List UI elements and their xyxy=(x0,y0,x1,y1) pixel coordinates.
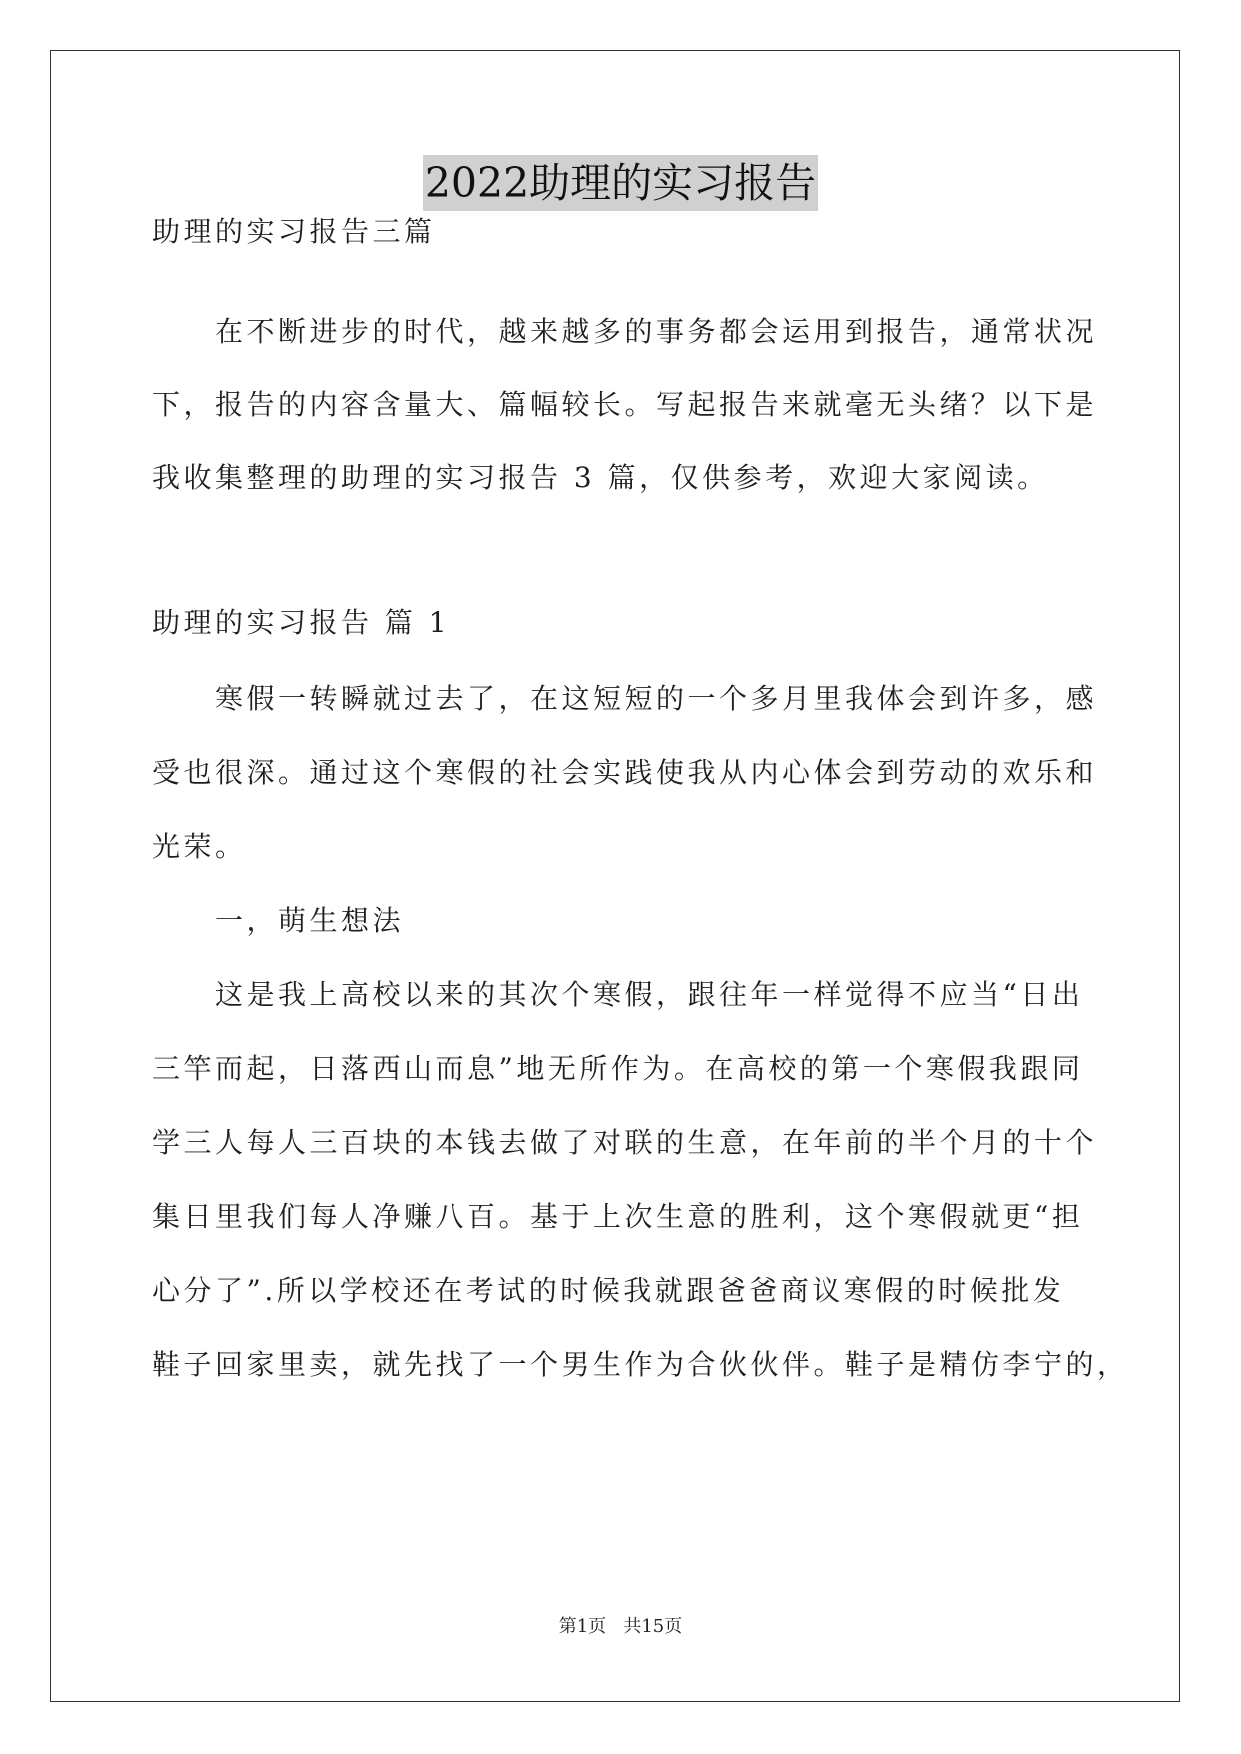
page-border xyxy=(50,50,1180,1702)
intro-line: 我收集整理的助理的实习报告 3 篇，仅供参考，欢迎大家阅读。 xyxy=(152,461,1049,494)
document-subtitle: 助理的实习报告三篇 xyxy=(152,215,436,248)
subheading: 一，萌生想法 xyxy=(215,904,405,937)
paragraph-line: 三竿而起，日落西山而息”地无所作为。在高校的第一个寒假我跟同 xyxy=(152,1052,1084,1085)
paragraph-line: 心分了”.所以学校还在考试的时候我就跟爸爸商议寒假的时候批发 xyxy=(152,1274,1065,1307)
paragraph-line: 这是我上高校以来的其次个寒假，跟往年一样觉得不应当“日出 xyxy=(215,978,1084,1011)
title-container xyxy=(0,155,1241,211)
intro-line: 下，报告的内容含量大、篇幅较长。写起报告来就毫无头绪？以下是 xyxy=(152,388,1098,421)
section-heading: 助理的实习报告 篇 1 xyxy=(152,606,451,639)
page-footer xyxy=(0,1615,1241,1639)
document-title: 2022助理的实习报告 xyxy=(423,155,818,211)
intro-line: 在不断进步的时代，越来越多的事务都会运用到报告，通常状况 xyxy=(215,315,1098,348)
paragraph-line: 寒假一转瞬就过去了，在这短短的一个多月里我体会到许多，感 xyxy=(215,682,1098,715)
paragraph-line: 光荣。 xyxy=(152,830,247,863)
paragraph-line: 学三人每人三百块的本钱去做了对联的生意，在年前的半个月的十个 xyxy=(152,1126,1098,1159)
paragraph-line: 鞋子回家里卖，就先找了一个男生作为合伙伙伴。鞋子是精仿李宁的， xyxy=(152,1348,1129,1381)
paragraph-line: 受也很深。通过这个寒假的社会实践使我从内心体会到劳动的欢乐和 xyxy=(152,756,1098,789)
paragraph-line: 集日里我们每人净赚八百。基于上次生意的胜利，这个寒假就更“担 xyxy=(152,1200,1084,1233)
page-number: 第1页 共15页 xyxy=(558,1616,683,1637)
